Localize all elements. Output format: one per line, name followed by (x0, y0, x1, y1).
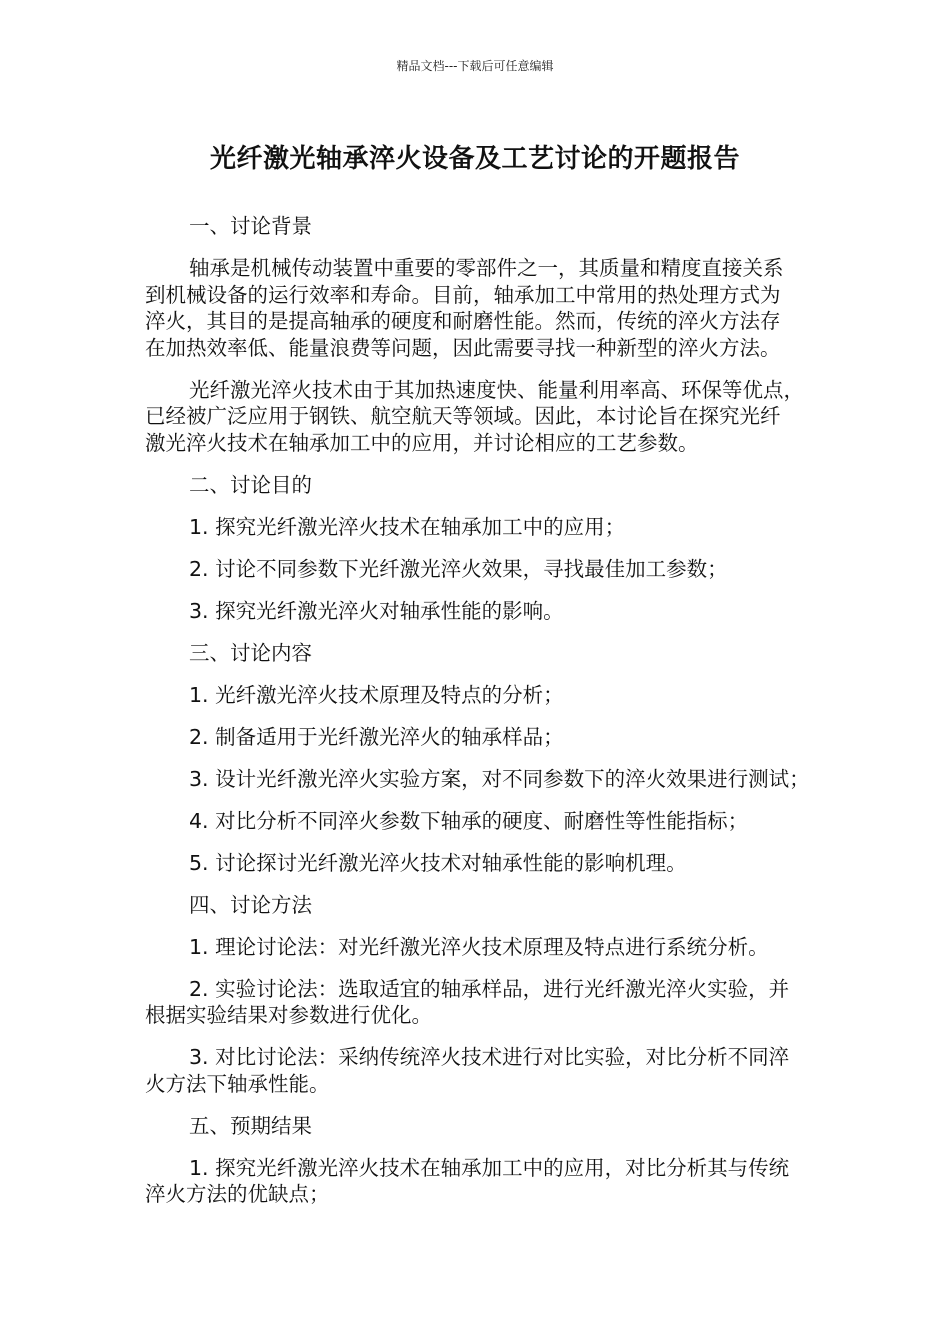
paragraph (145, 556, 805, 583)
text-line: 1. 探究光纤激光淬火技术在轴承加工中的应用； (189, 514, 626, 539)
text-line: 2. 实验讨论法：选取适宜的轴承样品，进行光纤激光淬火实验，并 (189, 976, 790, 1001)
document-body (145, 213, 810, 1223)
document-title: 光纤激光轴承淬火设备及工艺讨论的开题报告 (209, 144, 740, 174)
text-line: 一、讨论背景 (189, 214, 312, 238)
text-line: 3. 对比讨论法：采纳传统淬火技术进行对比实验，对比分析不同淬 (189, 1045, 790, 1069)
paragraph (145, 724, 805, 751)
text-line: 四、讨论方法 (189, 892, 312, 917)
text-line: 淬火，其目的是提高轴承的硬度和耐磨性能。然而，传统的淬火方法存 (145, 309, 781, 333)
text-line: 1. 探究光纤激光淬火技术在轴承加工中的应用，对比分析其与传统 (189, 1155, 790, 1180)
text-line: 3. 设计光纤激光淬火实验方案，对不同参数下的淬火效果进行测试； (189, 766, 810, 791)
text-line: 根据实验结果对参数进行优化。 (145, 1003, 432, 1027)
paragraph (145, 1155, 805, 1208)
page-header: 精品文档---下载后可任意编辑 (396, 59, 554, 73)
text-line: 3. 探究光纤激光淬火对轴承性能的影响。 (189, 598, 564, 623)
paragraph (145, 808, 805, 835)
text-line: 激光淬火技术在轴承加工中的应用，并讨论相应的工艺参数。 (145, 430, 699, 455)
paragraph (145, 598, 805, 625)
text-line: 4. 对比分析不同淬火参数下轴承的硬度、耐磨性等性能指标； (189, 808, 749, 833)
paragraph (145, 850, 805, 877)
paragraph (145, 682, 805, 709)
text-line: 光纤激光淬火技术由于其加热速度快、能量利用率高、环保等优点， (189, 377, 804, 402)
text-line: 已经被广泛应用于钢铁、航空航天等领域。因此，本讨论旨在探究光纤 (145, 404, 781, 428)
paragraph (145, 1044, 805, 1097)
paragraph (145, 255, 805, 361)
paragraph (145, 976, 805, 1029)
text-line: 1. 光纤激光淬火技术原理及特点的分析； (189, 682, 564, 707)
text-line: 二、讨论目的 (189, 472, 312, 497)
paragraph (145, 934, 805, 961)
text-line: 到机械设备的运行效率和寿命。目前，轴承加工中常用的热处理方式为 (145, 282, 781, 307)
text-line: 在加热效率低、能量浪费等问题，因此需要寻找一种新型的淬火方法。 (145, 335, 781, 360)
section-heading (145, 640, 805, 667)
paragraph (145, 514, 805, 541)
section-heading (145, 892, 805, 919)
section-heading (145, 1113, 805, 1140)
text-line: 轴承是机械传动装置中重要的零部件之一，其质量和精度直接关系 (189, 256, 784, 280)
text-line: 1. 理论讨论法：对光纤激光淬火技术原理及特点进行系统分析。 (189, 934, 769, 959)
paragraph (145, 766, 810, 793)
text-line: 火方法下轴承性能。 (145, 1071, 330, 1096)
paragraph (145, 377, 805, 457)
text-line: 淬火方法的优缺点； (145, 1182, 330, 1206)
text-line: 2. 制备适用于光纤激光淬火的轴承样品； (189, 724, 564, 749)
section-heading (145, 472, 805, 499)
text-line: 5. 讨论探讨光纤激光淬火技术对轴承性能的影响机理。 (189, 850, 687, 875)
section-heading (145, 213, 805, 240)
text-line: 五、预期结果 (189, 1113, 312, 1138)
text-line: 三、讨论内容 (189, 640, 312, 665)
text-line: 2. 讨论不同参数下光纤激光淬火效果，寻找最佳加工参数； (189, 556, 728, 581)
